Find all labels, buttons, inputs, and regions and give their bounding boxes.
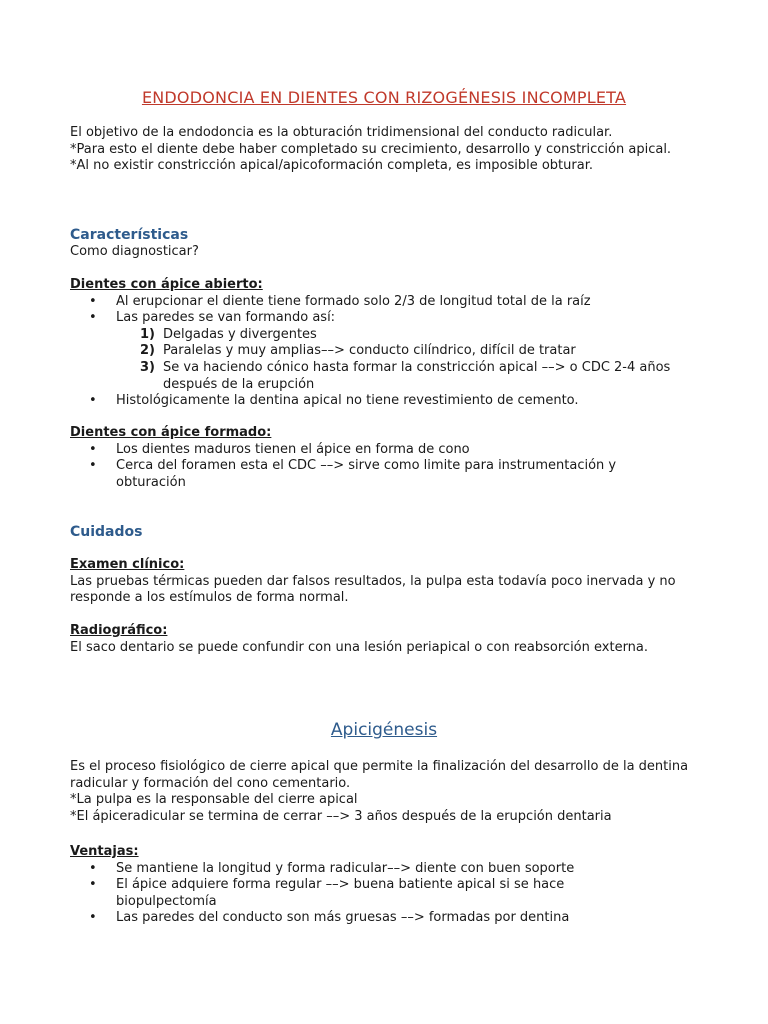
- ventajas-section: [70, 844, 710, 927]
- subheading-examen-clinico: Examen clínico:: [70, 557, 185, 572]
- document-title: ENDODONCIA EN DIENTES CON RIZOGÉNESIS INCOMPLETA: [141, 88, 627, 107]
- apicigenesis-note: *El ápiceradicular se termina de cerrar ––> 3 años después de la erupción dentaria: [70, 808, 612, 824]
- radiografico-section: [70, 623, 710, 656]
- apice-abierto-section: [70, 277, 710, 410]
- diagnosis-question: Como diagnosticar?: [70, 243, 199, 259]
- step-text: Se va haciendo cónico hasta formar la constricción apical ––> o CDC 2-4 años después de la erupción: [163, 359, 671, 392]
- radiografico-text: El saco dentario se puede confundir con una lesión periapical o con reabsorción externa.: [70, 639, 649, 655]
- list-item: [70, 360, 683, 393]
- subheading-radiografico: Radiográfico:: [70, 623, 168, 638]
- apicigenesis-note: *La pulpa es la responsable del cierre apical: [70, 792, 358, 808]
- intro-note: *Para esto el diente debe haber completado su crecimiento, desarrollo y constricción apical.: [70, 141, 672, 157]
- bullet-list: [70, 442, 710, 492]
- list-item: • Histológicamente la dentina apical no tiene revestimiento de cemento.: [70, 393, 710, 410]
- numbered-list: [70, 327, 710, 393]
- apicigenesis-definition: Es el proceso fisiológico de cierre apical que permite la finalización del desarrollo de la dentina radicular y formación del cono cementario.: [70, 759, 689, 791]
- subheading-apice-abierto: Dientes con ápice abierto:: [70, 277, 263, 292]
- list-item: [70, 343, 710, 360]
- subheading-ventajas: Ventajas:: [70, 844, 139, 859]
- cuidados-section: [70, 524, 710, 541]
- section-title-apicigenesis: Apicigénesis: [330, 720, 438, 740]
- list-item: • Cerca del foramen esta el CDC ––> sirve como limite para instrumentación y obturación: [70, 458, 676, 491]
- list-item: • Al erupcionar el diente tiene formado solo 2/3 de longitud total de la raíz: [70, 294, 710, 311]
- list-item: • Las paredes se van formando así:: [70, 310, 710, 327]
- intro-note: *Al no existir constricción apical/apicoformación completa, es imposible obturar.: [70, 158, 593, 174]
- list-item: • Las paredes del conducto son más gruesas ––> formadas por dentina: [70, 910, 710, 927]
- step-number: 2): [140, 343, 155, 359]
- subheading-apice-formado: Dientes con ápice formado:: [70, 425, 272, 440]
- apice-formado-section: [70, 425, 710, 491]
- step-number: 3): [140, 359, 155, 375]
- examen-clinico-section: [70, 557, 710, 607]
- step-number: 1): [140, 326, 155, 342]
- intro-section: [70, 125, 710, 175]
- list-item: [70, 327, 710, 344]
- section-heading-cuidados: Cuidados: [70, 524, 143, 540]
- intro-paragraph: El objetivo de la endodoncia es la obturación tridimensional del conducto radicular.: [70, 125, 613, 140]
- list-item: • Los dientes maduros tienen el ápice en forma de cono: [70, 442, 710, 459]
- caracteristicas-section: [70, 227, 710, 260]
- bullet-list: [70, 861, 710, 927]
- examen-text: Las pruebas térmicas pueden dar falsos resultados, la pulpa esta todavía poco inervada y no responde a los estímulos de forma normal.: [70, 573, 676, 606]
- step-text: Paralelas y muy amplias––> conducto cilíndrico, difícil de tratar: [163, 343, 576, 359]
- list-item: • Se mantiene la longitud y forma radicular––> diente con buen soporte: [70, 861, 710, 878]
- section-heading-caracteristicas: Características: [70, 227, 189, 243]
- list-item: • El ápice adquiere forma regular ––> buena batiente apical si se hace biopulpectomía: [70, 877, 656, 910]
- bullet-list: [70, 393, 710, 410]
- step-text: Delgadas y divergentes: [163, 326, 317, 342]
- apicigenesis-section: [70, 759, 710, 825]
- bullet-list: [70, 294, 710, 327]
